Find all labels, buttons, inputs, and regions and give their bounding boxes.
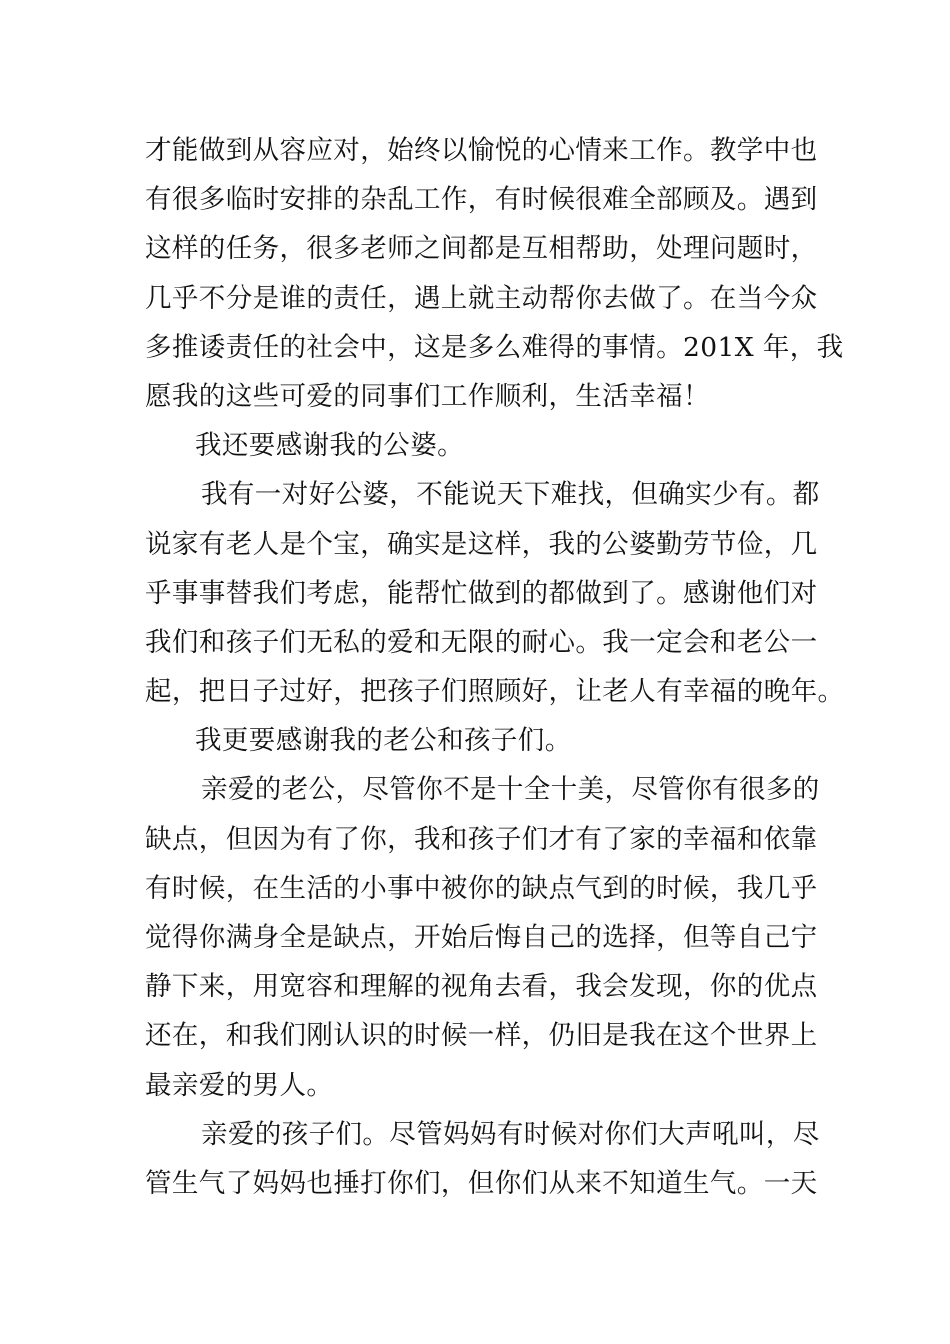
- paragraph-first-line: 亲爱的老公，尽管你不是十全十美，尽管你有很多的: [201, 774, 820, 806]
- text-line: 管生气了妈妈也捶打你们，但你们从来不知道生气。一天: [145, 1167, 818, 1199]
- paragraph-first-line: 亲爱的孩子们。尽管妈妈有时候对你们大声吼叫，尽: [201, 1118, 820, 1150]
- text-line: 我们和孩子们无私的爱和无限的耐心。我一定会和老公一: [145, 626, 818, 658]
- text-line: 愿我的这些可爱的同事们工作顺利，生活幸福！: [145, 380, 710, 412]
- text-line: 说家有老人是个宝，确实是这样，我的公婆勤劳节俭，几: [145, 528, 818, 560]
- text-line: 静下来，用宽容和理解的视角去看，我会发现，你的优点: [145, 971, 818, 1003]
- text-line: 起，把日子过好，把孩子们照顾好，让老人有幸福的晚年。: [145, 676, 845, 708]
- paragraph-heading-line: 我还要感谢我的公婆。: [195, 430, 464, 462]
- text-line: 缺点，但因为有了你，我和孩子们才有了家的幸福和依靠: [145, 823, 818, 855]
- text-line: 几乎不分是谁的责任，遇上就主动帮你去做了。在当今众: [145, 282, 818, 314]
- text-line: 这样的任务，很多老师之间都是互相帮助，处理问题时，: [145, 233, 818, 265]
- text-line: 最亲爱的男人。: [145, 1069, 334, 1101]
- body-text: [145, 126, 845, 1208]
- paragraph-heading-line: 我更要感谢我的老公和孩子们。: [195, 725, 572, 757]
- text-line: 乎事事替我们考虑，能帮忙做到的都做到了。感谢他们对: [145, 577, 818, 609]
- text-line: 觉得你满身全是缺点，开始后悔自己的选择，但等自己宁: [145, 922, 818, 953]
- paragraph-first-line: 我有一对好公婆，不能说天下难找，但确实少有。都: [201, 479, 820, 511]
- text-line: 才能做到从容应对，始终以愉悦的心情来工作。教学中也: [145, 135, 818, 166]
- text-line: 还在，和我们刚认识的时候一样，仍旧是我在这个世界上: [145, 1020, 818, 1052]
- text-line: 多推诿责任的社会中，这是多么难得的事情。201X 年，我: [145, 331, 844, 363]
- text-line: 有很多临时安排的杂乱工作，有时候很难全部顾及。遇到: [145, 184, 818, 216]
- text-line: 有时候，在生活的小事中被你的缺点气到的时候，我几乎: [145, 872, 818, 904]
